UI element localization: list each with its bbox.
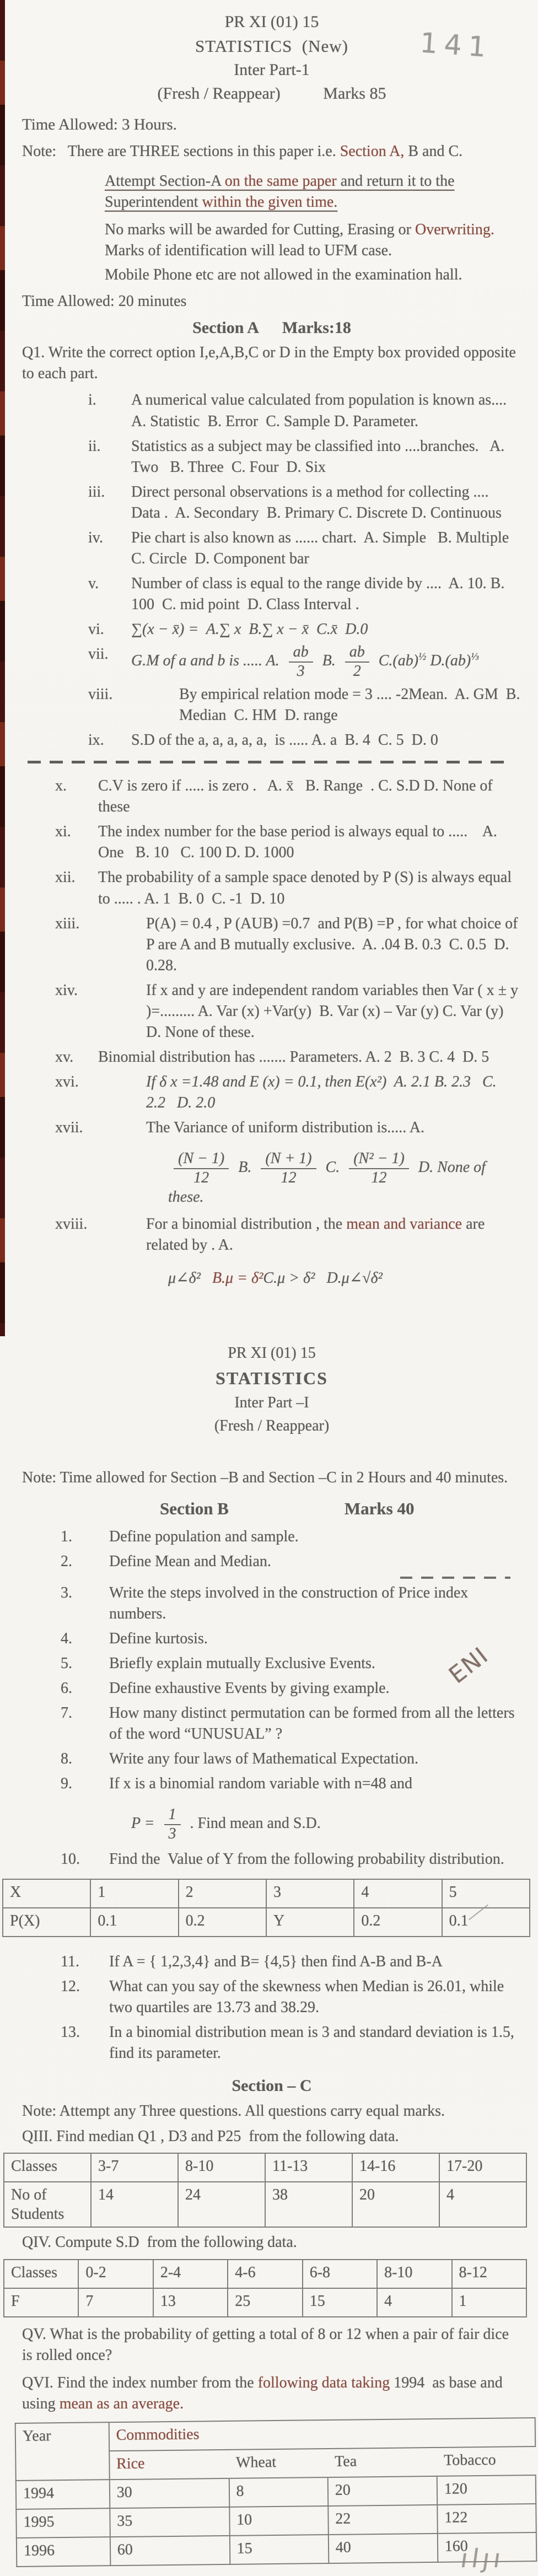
sb-item-5 bbox=[61, 1653, 521, 1674]
item-number: vii. bbox=[88, 646, 109, 663]
item-text: Find the Value of Y from the following probability distribution. bbox=[109, 1851, 504, 1868]
mcq-item-x bbox=[55, 776, 521, 818]
median-table bbox=[3, 2153, 527, 2228]
mcq-item-xvii bbox=[55, 1117, 521, 1210]
item-text: By empirical relation mode = 3 .... -2Mean. A. GM B. Median C. HM D. range bbox=[179, 685, 520, 724]
instruction-underlined: Attempt Section-A on the same paper and return it to the Superintendent within the given time. bbox=[105, 173, 455, 211]
sb-item-12 bbox=[61, 1976, 521, 2018]
table-cell: 2-4 bbox=[153, 2260, 228, 2288]
table-cell: 4 bbox=[439, 2182, 526, 2227]
paper-title: STATISTICS bbox=[216, 1368, 328, 1389]
exam-code: PR XI (01) 15 bbox=[224, 13, 319, 31]
item-text: Define population and sample. bbox=[109, 1528, 299, 1545]
qv-question: QV. What is the probability of getting a total of 8 or 12 when a pair of fair dice is rolled once? bbox=[22, 2325, 509, 2364]
mcq-list-2 bbox=[55, 776, 521, 1291]
table-cell: 122 bbox=[437, 2504, 536, 2534]
item-number: 6. bbox=[61, 1680, 72, 1697]
table-row bbox=[4, 2153, 526, 2182]
sb-item-7 bbox=[61, 1703, 521, 1745]
item-number: 2. bbox=[61, 1552, 72, 1570]
item-text: Pie chart is also known as ...... chart. A. Simple B. Multiple C. Circle D. Component bar bbox=[131, 529, 513, 568]
table-cell: Commodities bbox=[109, 2418, 535, 2451]
table-cell: 7 bbox=[78, 2288, 153, 2317]
item-number: 13. bbox=[61, 2024, 80, 2041]
session-label: (Fresh / Reappear) bbox=[214, 1417, 330, 1435]
table-cell: 15 bbox=[229, 2535, 329, 2564]
mcq-item-xiii bbox=[55, 913, 521, 976]
mcq-list-1 bbox=[88, 390, 521, 751]
table-row bbox=[16, 2475, 536, 2509]
table-cell: 35 bbox=[110, 2507, 229, 2537]
table-row bbox=[17, 2532, 536, 2567]
item-text: If x and y are independent random variables then Var ( x ± y )=......... A. Var (x) +Var(y) B. Var (x) – Var (y) C. Var (y) D. None of these. bbox=[146, 981, 518, 1041]
sd-table bbox=[3, 2259, 527, 2317]
note-sections: Note: There are THREE sections in this paper i.e. Section A, B and C. bbox=[22, 142, 463, 160]
sb-item-2 bbox=[61, 1551, 521, 1572]
table-cell: 0-2 bbox=[78, 2260, 153, 2288]
table-cell: 3-7 bbox=[91, 2153, 178, 2182]
item-text: The index number for the base period is always equal to ..... A. One B. 10 C. 100 D. D. 1000 bbox=[98, 823, 497, 862]
table-cell: 8-12 bbox=[452, 2260, 526, 2288]
handwritten-mark-middle: ENI bbox=[443, 1641, 494, 1689]
sb-item-11 bbox=[61, 1951, 521, 1972]
item-number: 11. bbox=[61, 1953, 79, 1971]
table-row bbox=[16, 2504, 536, 2538]
time-allowed-1: Time Allowed: 3 Hours. bbox=[22, 115, 177, 133]
item-number: viii. bbox=[88, 685, 113, 703]
probability-table bbox=[2, 1879, 530, 1937]
note-time-bc: Note: Time allowed for Section –B and Section –C in 2 Hours and 40 minutes. bbox=[22, 1469, 508, 1487]
item-number: 1. bbox=[61, 1528, 72, 1545]
q1-intro: Q1. Write the correct option I,e,A,B,C or D in the Empty box provided opposite to each part. bbox=[22, 344, 516, 383]
item-text: Briefly explain mutually Exclusive Events. bbox=[109, 1654, 375, 1672]
table-cell: 8 bbox=[229, 2477, 328, 2507]
item-number: 3. bbox=[61, 1584, 72, 1601]
table-cell: 40 bbox=[329, 2534, 438, 2563]
table-cell: 1995 bbox=[16, 2508, 110, 2538]
scan-edge-strip bbox=[0, 0, 5, 1336]
item-text: ∑(x − x̄) = A.∑ x B.∑ x − x̄ C.x̄ D.0 bbox=[131, 621, 368, 638]
item-number: ix. bbox=[88, 732, 104, 749]
table-cell: F bbox=[4, 2288, 78, 2317]
item-number: vi. bbox=[88, 621, 104, 638]
item-number: 9. bbox=[61, 1775, 72, 1793]
item-text: If δ x =1.48 and E (x) = 0.1, then E(x²) A. 2.1 B. 2.3 C. 2.2 D. 2.0 bbox=[146, 1073, 497, 1112]
mcq-item-xv bbox=[55, 1047, 521, 1068]
table-row bbox=[4, 2288, 526, 2317]
qiv-heading: QIV. Compute S.D from the following data. bbox=[22, 2234, 297, 2251]
table-cell: 20 bbox=[352, 2182, 439, 2227]
mcq-item-ii bbox=[88, 436, 521, 478]
fraction: $\frac{(N + 1)}{12}$ bbox=[261, 1150, 316, 1187]
mcq-item-vii bbox=[88, 644, 521, 680]
item-number: 12. bbox=[61, 1978, 80, 1996]
table-cell: 20 bbox=[327, 2476, 437, 2506]
table-cell: 3 bbox=[266, 1879, 354, 1908]
item-number: xv. bbox=[55, 1048, 74, 1066]
table-cell: 160 bbox=[438, 2532, 537, 2562]
table-cell: 0.2 bbox=[179, 1908, 266, 1937]
sb-item-13 bbox=[61, 2022, 521, 2064]
handwritten-mark-bottom: ılȷı bbox=[459, 2543, 507, 2573]
item-number: xvi. bbox=[55, 1073, 79, 1091]
page-break-dashes bbox=[28, 761, 513, 763]
table-cell: 14-16 bbox=[352, 2153, 439, 2182]
item-number: xiv. bbox=[55, 981, 78, 999]
table-cell: 6-8 bbox=[303, 2260, 377, 2288]
item-text: C.V is zero if ..... is zero . A. x̄ B. Range . C. S.D D. None of these bbox=[98, 777, 493, 816]
table-cell: Classes bbox=[4, 2153, 91, 2182]
item-text: Number of class is equal to the range divide by .... A. 10. B. 100 C. mid point D. Class Interval . bbox=[131, 575, 505, 614]
table-cell: 0.1 bbox=[442, 1908, 530, 1937]
item-text: A numerical value calculated from population is known as.... A. Statistic B. Error C. Sample D. Parameter. bbox=[131, 391, 511, 430]
page1-header bbox=[22, 11, 521, 105]
sb-item-8 bbox=[61, 1749, 521, 1770]
item-number: 7. bbox=[61, 1704, 72, 1722]
table-cell: 10 bbox=[229, 2506, 329, 2536]
handwritten-mark-top: 141 bbox=[419, 26, 494, 64]
item-text: If A = { 1,2,3,4} and B= {4,5} then find A-B and B-A bbox=[109, 1953, 443, 1971]
page2-header bbox=[22, 1342, 521, 1438]
qiii-heading: QIII. Find median Q1 , D3 and P25 from the following data. bbox=[22, 2128, 399, 2145]
table-cell: 5 bbox=[442, 1879, 530, 1908]
item-text: How many distinct permutation can be formed from all the letters of the word “UNUSUAL” ? bbox=[109, 1704, 515, 1743]
sb-item-4 bbox=[61, 1628, 521, 1649]
table-cell: 4 bbox=[354, 1879, 442, 1908]
table-cell: 0.1 bbox=[90, 1908, 178, 1937]
mcq-item-v bbox=[88, 573, 521, 615]
item-number: 5. bbox=[61, 1654, 72, 1672]
table-cell: Tobacco bbox=[437, 2446, 536, 2476]
exam-code: PR XI (01) 15 bbox=[228, 1345, 316, 1362]
table-cell: Tea bbox=[327, 2448, 437, 2477]
qvi-question: QVI. Find the index number from the following data taking 1994 as base and using mean as an average. bbox=[22, 2374, 503, 2412]
item-text: Direct personal observations is a method for collecting .... Data . A. Secondary B. Primary C. Discrete D. Continuous bbox=[131, 483, 502, 521]
table-cell: 4-6 bbox=[228, 2260, 302, 2288]
item-number: xvii. bbox=[55, 1119, 83, 1137]
table-cell: Year bbox=[15, 2422, 110, 2481]
sb-item-10 bbox=[61, 1849, 521, 1870]
item-text: P(A) = 0.4 , P (AUB) =0.7 and P(B) =P , for what choice of P are A and B mutually exclusive. A. .04 B. 0.3 C. 0.5 D. 0.28. bbox=[146, 915, 518, 974]
item-number: ii. bbox=[88, 437, 101, 455]
table-cell: 30 bbox=[109, 2478, 229, 2508]
item-text: Define Mean and Median. bbox=[109, 1552, 271, 1570]
fraction: $\frac{\text{(N² − 1)}}{12}$ bbox=[349, 1150, 409, 1187]
item-number: 8. bbox=[61, 1750, 72, 1768]
sb-item-1 bbox=[61, 1526, 521, 1547]
section-b-list bbox=[10, 1526, 521, 2064]
item-number: iii. bbox=[88, 483, 105, 501]
table-row bbox=[4, 2182, 526, 2227]
sb-item-9 bbox=[61, 1773, 521, 1845]
section-a-heading: Section A Marks:18 bbox=[192, 318, 351, 337]
table-cell: 4 bbox=[377, 2288, 451, 2317]
table-cell: 13 bbox=[153, 2288, 228, 2317]
mcq-item-xii bbox=[55, 867, 521, 909]
item-text: If x is a binomial random variable with n=48 and P = $\frac{1}{3}$ . Find mean and S.D. bbox=[109, 1773, 521, 1845]
table-cell: P(X) bbox=[3, 1908, 90, 1937]
item-number: 4. bbox=[61, 1630, 72, 1647]
item-text: Write any four laws of Mathematical Expectation. bbox=[109, 1750, 418, 1768]
sb-item-3 bbox=[61, 1583, 521, 1625]
table-cell: 1996 bbox=[17, 2537, 110, 2567]
item-text: The Variance of uniform distribution is..... A. $\frac{(N - 1)}{12}$ B. $\frac{(N + 1)}{12}$ C. $\frac{\text{(N² − 1)}}{12}$ D. None of these. bbox=[146, 1117, 521, 1210]
section-b-heading: Section B Marks 40 bbox=[160, 1497, 521, 1520]
item-number: i. bbox=[88, 391, 96, 409]
fraction: $\frac{ab}{3}$ bbox=[289, 644, 313, 680]
mcq-item-ix bbox=[88, 730, 521, 751]
table-cell: 11-13 bbox=[265, 2153, 352, 2182]
table-row bbox=[15, 2418, 535, 2452]
item-text: What can you say of the skewness when Median is 26.01, while two quartiles are 13.73 and 38.29. bbox=[109, 1978, 504, 2016]
mcq-item-i bbox=[88, 390, 521, 432]
item-number: xiii. bbox=[55, 915, 80, 932]
mcq-item-xvi bbox=[55, 1072, 521, 1114]
variance-formulas: $\frac{(N - 1)}{12}$ B. $\frac{(N + 1)}{12}$ C. $\frac{\text{(N² − 1)}}{12}$ D. None of these. bbox=[168, 1150, 486, 1206]
mcq-item-xi bbox=[55, 821, 521, 863]
time-allowed-2: Time Allowed: 20 minutes bbox=[22, 293, 187, 310]
note-section-c: Note: Attempt any Three questions. All questions carry equal marks. bbox=[22, 2102, 445, 2120]
table-cell: 2 bbox=[179, 1879, 266, 1908]
p-fraction-line: P = $\frac{1}{3}$ . Find mean and S.D. bbox=[131, 1806, 321, 1843]
item-text: Statistics as a subject may be classified into ....branches. A. Two B. Three C. Four D. Six bbox=[131, 437, 505, 476]
item-text: Binomial distribution has ....... Parameters. A. 2 B. 3 C. 4 D. 5 bbox=[98, 1048, 489, 1066]
item-text: For a binomial distribution , the mean and variance are related by . A. μ∠δ² B.μ = δ²C.μ > δ² D.μ∠√δ² bbox=[146, 1214, 521, 1291]
paper-part: Inter Part-1 bbox=[234, 60, 310, 79]
item-number: v. bbox=[88, 575, 99, 593]
table-cell: 60 bbox=[110, 2536, 230, 2566]
session-line bbox=[22, 83, 521, 105]
item-text: Write the steps involved in the construction of Price index numbers. bbox=[109, 1584, 469, 1622]
fraction: $\frac{(N - 1)}{12}$ bbox=[174, 1150, 229, 1187]
table-cell: 120 bbox=[437, 2475, 536, 2505]
table-cell: 22 bbox=[328, 2505, 438, 2535]
item-text: S.D of the a, a, a, a, a, is ..... A. a B. 4 C. 5 D. 0 bbox=[131, 732, 438, 749]
paper-title: STATISTICS (New) bbox=[195, 36, 348, 56]
table-cell: 1994 bbox=[16, 2480, 110, 2509]
fraction: $\frac{1}{3}$ bbox=[164, 1806, 181, 1843]
table-cell: No of Students bbox=[4, 2182, 91, 2227]
table-cell: 14 bbox=[91, 2182, 178, 2227]
item-number: 10. bbox=[61, 1851, 80, 1868]
mean-variance-formulas: μ∠δ² B.μ = δ²C.μ > δ² D.μ∠√δ² bbox=[168, 1270, 383, 1287]
paper-part: Inter Part –I bbox=[234, 1394, 309, 1412]
marks-total: Marks 85 bbox=[323, 84, 386, 103]
table-row bbox=[3, 1908, 530, 1937]
mcq-item-vi bbox=[88, 619, 521, 640]
item-number: xii. bbox=[55, 869, 76, 886]
table-cell: 1 bbox=[90, 1879, 178, 1908]
section-c-heading: Section – C bbox=[232, 2077, 312, 2095]
table-cell: 25 bbox=[228, 2288, 302, 2317]
table-cell: Wheat bbox=[229, 2449, 328, 2478]
rule-no-marks: No marks will be awarded for Cutting, Erasing or Overwriting. Marks of identification will lead to UFM case. bbox=[105, 221, 494, 260]
table-cell: 17-20 bbox=[439, 2153, 526, 2182]
table-cell: Y bbox=[266, 1908, 354, 1937]
item-number: x. bbox=[55, 777, 67, 795]
table-row bbox=[4, 2260, 526, 2288]
item-number: iv. bbox=[88, 529, 103, 546]
table-cell: Classes bbox=[4, 2260, 78, 2288]
table-cell: X bbox=[3, 1879, 90, 1908]
table-cell: 24 bbox=[178, 2182, 265, 2227]
sb-item-6 bbox=[61, 1678, 521, 1699]
mcq-item-xviii bbox=[55, 1214, 521, 1291]
mcq-item-viii bbox=[88, 684, 521, 726]
table-cell: 38 bbox=[265, 2182, 352, 2227]
table-row bbox=[3, 1879, 530, 1908]
item-number: xviii. bbox=[55, 1216, 88, 1233]
table-cell: 8-10 bbox=[178, 2153, 265, 2182]
fraction: $\frac{ab}{2}$ bbox=[345, 644, 369, 680]
short-dashes bbox=[400, 1577, 510, 1579]
table-cell: 1 bbox=[452, 2288, 526, 2317]
table-cell: 0.2 bbox=[354, 1908, 442, 1937]
mcq-item-xiv bbox=[55, 980, 521, 1043]
rule-mobile: Mobile Phone etc are not allowed in the examination hall. bbox=[105, 266, 462, 284]
item-text: G.M of a and b is ..... A. $\frac{ab}{3}$ B. $\frac{ab}{2}$ C.(ab)$^{\frac{1}{2}}$ D.(ab)$^{\frac{1}{3}}$ bbox=[131, 643, 479, 680]
table-cell: Rice bbox=[109, 2450, 229, 2480]
mcq-item-iv bbox=[88, 528, 521, 569]
index-number-table bbox=[15, 2417, 537, 2567]
item-text: Define exhaustive Events by giving example. bbox=[109, 1680, 390, 1697]
item-text: The probability of a sample space denoted by P (S) is always equal to ..... . A. 1 B. 0 C. -1 D. 10 bbox=[98, 869, 512, 907]
table-cell: 8-10 bbox=[377, 2260, 451, 2288]
item-text: Define kurtosis. bbox=[109, 1630, 208, 1647]
section-b-marks: Marks 40 bbox=[344, 1499, 415, 1519]
mcq-item-iii bbox=[88, 482, 521, 524]
item-number: xi. bbox=[55, 823, 71, 841]
item-text: In a binomial distribution mean is 3 and standard deviation is 1.5, find its parameter. bbox=[109, 2024, 514, 2062]
table-cell: 15 bbox=[303, 2288, 377, 2317]
session-label: (Fresh / Reappear) bbox=[157, 84, 281, 103]
